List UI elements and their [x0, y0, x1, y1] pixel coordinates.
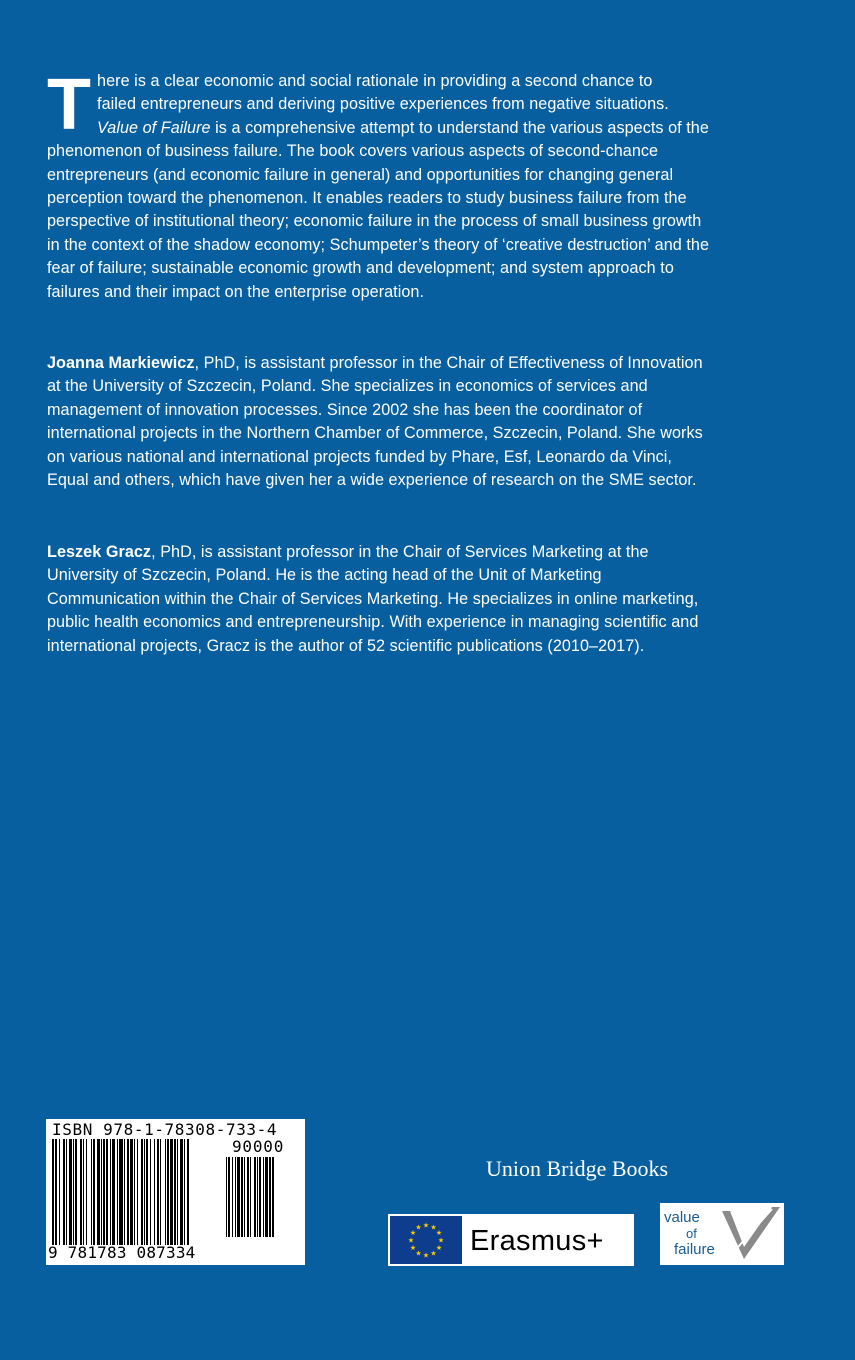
eu-star-icon: ★: [407, 1236, 415, 1245]
isbn-barcode: [46, 1119, 305, 1265]
blurb-body: is a comprehensive attempt to understand the various aspects of the phenomenon of business failure. The book covers various aspects of second-chance entrepreneurs (and economic failure in general) and opportunities for changing general perception toward the phenomenon. It enables readers to study business failure from the perspective of institutional theory; economic failure in the process of small business growth in the context of the shadow economy; Schumpeter’s theory of ‘creative destruction’ and the fear of failure; sustainable economic growth and development; and system approach to failures and their impact on the enterprise operation.: [47, 118, 710, 301]
blurb-paragraph: [47, 65, 717, 304]
erasmus-label: Erasmus+: [470, 1225, 604, 1257]
eu-star-icon: ★: [409, 1229, 417, 1237]
eu-star-icon: ★: [422, 1251, 430, 1260]
author-bio-markiewicz: [47, 352, 717, 492]
blurb-line-2: failed entrepreneurs and deriving positive experiences from negative situations.: [97, 95, 669, 114]
author-bio-gracz: [47, 541, 717, 658]
isbn-number: ISBN 978-1-78308-733-4: [52, 1120, 278, 1139]
author-bio-text-gracz: , PhD, is assistant professor in the Chair of Services Marketing at the University of Szczecin, Poland. He is the acting head of the Unit of Marketing Communication within the Chair of Services Marketing. He specializes in online marketing, public health economics and entrepreneurship. With experience in managing scientific and international projects, Gracz is the author of 52 scientific publications (2010–2017).: [47, 543, 699, 655]
author-name-markiewicz: Joanna Markiewicz: [47, 354, 195, 372]
eu-star-icon: ★: [435, 1229, 443, 1237]
erasmus-plus-logo: [388, 1214, 634, 1266]
author-name-gracz: Leszek Gracz: [47, 543, 152, 561]
eu-star-icon: ★: [430, 1249, 437, 1258]
eu-star-icon: ★: [437, 1236, 445, 1245]
logo-word-failure: failure: [674, 1241, 715, 1258]
value-of-failure-logo: [660, 1203, 784, 1265]
logo-word-of: of: [686, 1226, 697, 1241]
ean-barcode-bars: [52, 1139, 224, 1245]
eu-star-icon: ★: [415, 1249, 422, 1258]
drop-cap: T: [47, 65, 92, 145]
publisher-name: Union Bridge Books: [486, 1156, 669, 1181]
addon-barcode-bars: [226, 1157, 300, 1261]
eu-flag-icon: [390, 1216, 462, 1264]
logo-word-value: value: [664, 1209, 700, 1226]
eu-star-icon: ★: [409, 1244, 417, 1252]
eu-star-icon: ★: [415, 1223, 422, 1232]
book-title-italic: Value of Failure: [97, 118, 211, 137]
eu-star-icon: ★: [435, 1244, 443, 1252]
eu-star-icon: ★: [430, 1223, 437, 1232]
author-bio-text-markiewicz: , PhD, is assistant professor in the Chair of Effectiveness of Innovation at the University of Szczecin, Poland. She specializes in economics of services and management of innovation processes. Since 2002 she has been the coordinator of international projects in the Northern Chamber of Commerce, Szczecin, Poland. She works on various national and international projects funded by Phare, Esf, Leonardo da Vinci, Equal and others, which have given her a wide experience of research on the SME sector.: [47, 354, 703, 490]
price-addon-digits: 90000: [232, 1137, 285, 1156]
ean-digits: 9 781783 087334: [48, 1243, 196, 1262]
eu-star-icon: ★: [422, 1221, 430, 1230]
blurb-line-1: here is a clear economic and social rationale in providing a second chance to: [97, 72, 653, 90]
